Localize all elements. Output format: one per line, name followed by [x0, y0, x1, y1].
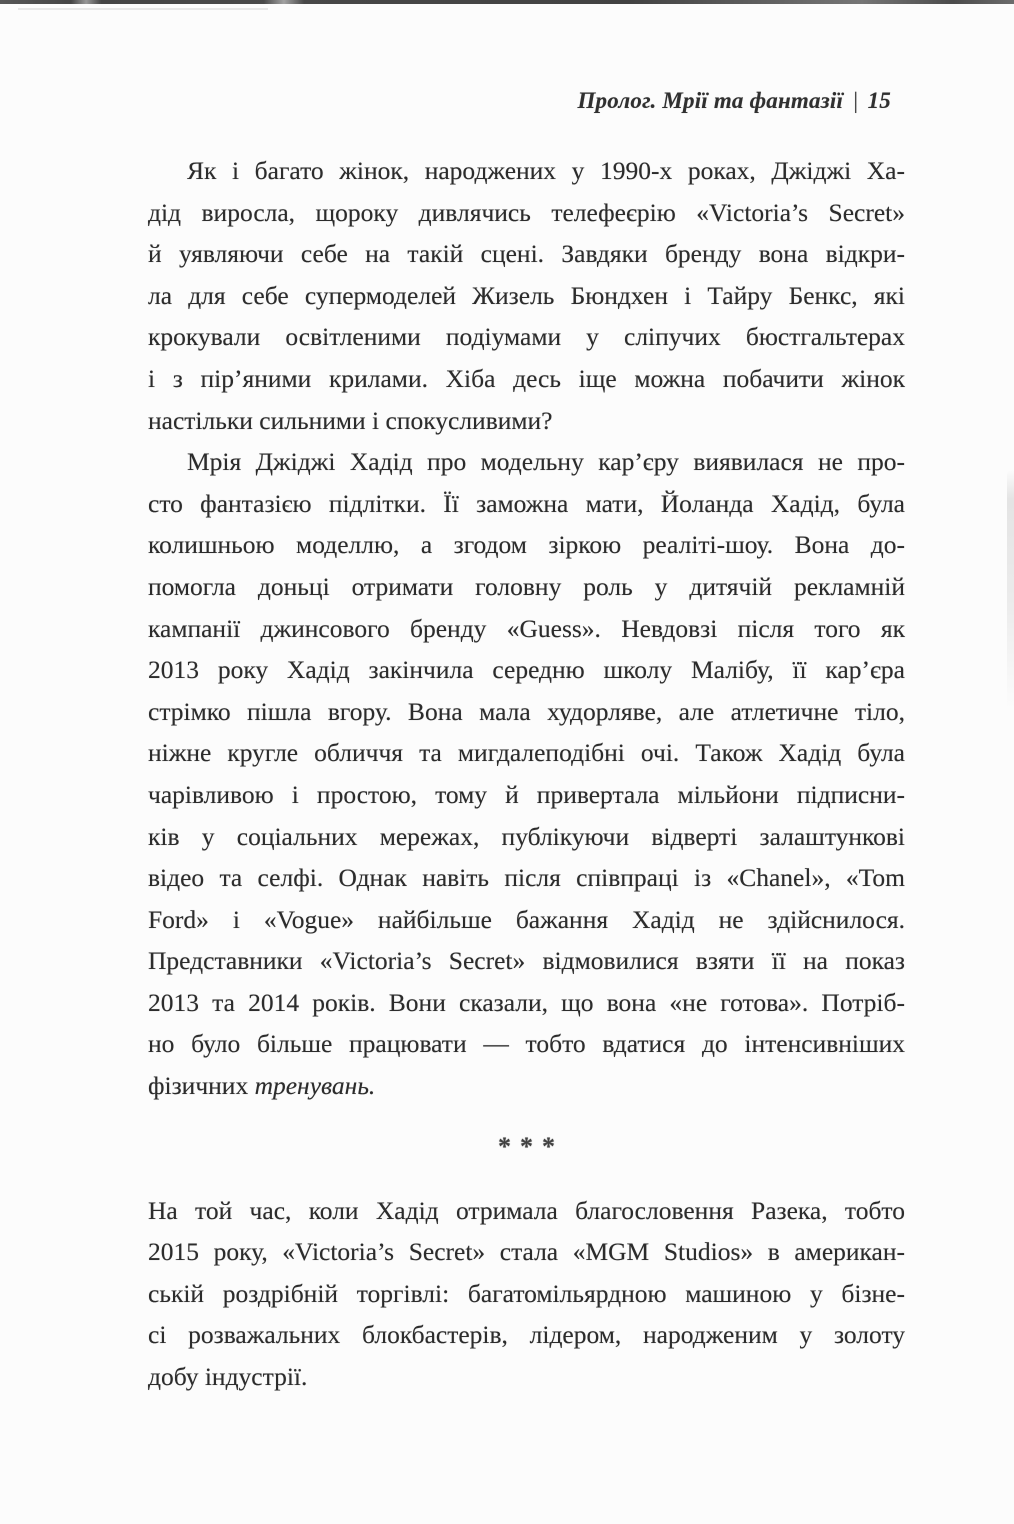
paragraph: [148, 441, 905, 1107]
paragraph: [148, 150, 905, 441]
text-line: Ford» і «Vogue» найбільше бажання Хадід не здійснилося.: [148, 904, 905, 934]
page-text: [148, 150, 905, 1398]
chapter-title: Пролог. Мрії та фантазії: [577, 88, 844, 113]
text-line: і з пір’яними крилами. Хіба десь іще можна побачити жінок: [148, 363, 905, 393]
text-line: [148, 1065, 905, 1107]
text-line: стрімко пішла вгору. Вона мала худорляве, але атлетичне тіло,: [148, 696, 905, 726]
text-line: відео та селфі. Однак навіть після співпраці із «Chanel», «Tom: [148, 863, 905, 893]
paragraph: [148, 1190, 905, 1398]
text-line: 2013 року Хадід закінчила середню школу Малібу, її кар’єра: [148, 655, 905, 685]
text-line: ській роздрібній торгівлі: багатомільярдною машиною у бізне-: [148, 1278, 905, 1308]
text-line: Мрія Джіджі Хадід про модельну кар’єру виявилася не про-: [187, 447, 905, 477]
scan-right-edge: [1007, 470, 1014, 710]
text-line: ніжне кругле обличчя та мигдалеподібні очі. Також Хадід була: [148, 738, 905, 768]
text-line: крокували освітленими подіумами у сліпучих бюстгальтерах: [148, 322, 905, 352]
text-line: но було більше працювати — тобто вдатися до інтенсивніших: [148, 1029, 905, 1059]
text-line: й уявляючи себе на такій сцені. Завдяки бренду вона відкри-: [148, 239, 905, 269]
page-number: 15: [867, 88, 891, 113]
text-line: настільки сильними і спокусливими?: [148, 405, 553, 435]
running-header: [148, 88, 905, 114]
text-line: Представники «Victoria’s Secret» відмовилися взяти її на показ: [148, 946, 905, 976]
text-line: На той час, коли Хадід отримала благословення Разека, тобто: [148, 1195, 905, 1225]
text-line: дід виросла, щороку дивлячись телефеєрію «Victoria’s Secret»: [148, 197, 905, 227]
text-line: добу індустрії.: [148, 1362, 308, 1392]
text-line: сі розважальних блокбастерів, лідером, народженим у золоту: [148, 1320, 905, 1350]
header-divider: |: [852, 88, 859, 113]
text-line: ла для себе супермоделей Жизель Бюндхен і Тайру Бенкс, які: [148, 280, 905, 310]
text-line: 2013 та 2014 років. Вони сказали, що вона «не готова». Потріб-: [148, 987, 905, 1017]
text-line: помогла доньці отримати головну роль у дитячій рекламній: [148, 571, 905, 601]
text-line: Як і багато жінок, народжених у 1990-х роках, Джіджі Ха-: [187, 156, 905, 185]
text-line: чарівливою і простою, тому й привертала мільйони підписни-: [148, 779, 905, 809]
scan-top-smudge: [18, 8, 268, 10]
scan-top-edge: [0, 0, 1014, 4]
section-break: ***: [498, 1131, 564, 1161]
text-line: 2015 року, «Victoria’s Secret» стала «MGM Studios» в американ-: [148, 1237, 905, 1267]
text-line: ків у соціальних мережах, публікуючи відверті залаштункові: [148, 821, 905, 851]
text-run: фізичних: [148, 1071, 255, 1101]
text-line: колишньою моделлю, а згодом зіркою реаліті-шоу. Вона до-: [148, 530, 905, 560]
text-line: сто фантазією підлітки. Її заможна мати, Йоланда Хадід, була: [148, 488, 905, 518]
text-run-italic: тренувань.: [254, 1071, 376, 1101]
text-line: кампанії джинсового бренду «Guess». Невдовзі після того як: [148, 613, 905, 643]
